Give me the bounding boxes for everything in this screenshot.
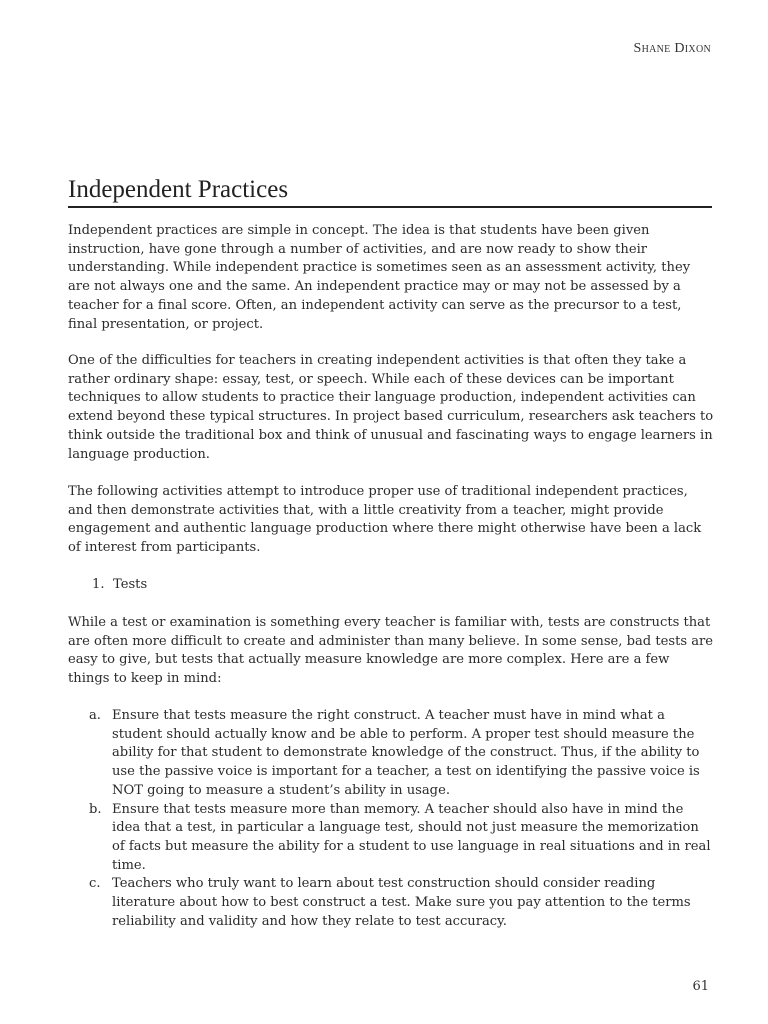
tips-list — [89, 707, 714, 931]
list-item — [89, 801, 714, 876]
list-item-text: Ensure that tests measure the right construct. A teacher must have in mind what a student should actually know and be able to perform. A proper test should measure the ability for that student to demonstrate knowledge of the construct. Thus, if the ability to use the passive voice is important for a teacher, a test on identifying the passive voice is NOT going to measure a student’s ability in usage. — [112, 708, 700, 798]
paragraph-tests-intro — [68, 614, 714, 689]
list-marker: b. — [89, 801, 102, 817]
running-head-author: Shane Dixon — [633, 41, 711, 56]
section-title: Independent Practices — [68, 176, 712, 208]
paragraph-text: While a test or examination is something every teacher is familiar with, tests are constructs that are often more difficult to create and administer than many believe. In some sense, bad tests are easy to give, but tests that actually measure knowledge are more complex. Here are a few things to keep in mind: — [68, 615, 714, 687]
list-item-text: Ensure that tests measure more than memory. A teacher should also have in mind the idea that a test, in particular a language test, should not just measure the memorization of facts but measure the ability for a student to use language in real situations and in real time. — [112, 801, 711, 873]
paragraph-following-activities — [68, 483, 714, 558]
paragraph-text: The following activities attempt to introduce proper use of traditional independent practices, and then demonstrate activities that, with a little creativity from a teacher, might provide engagement and authentic language production where there might otherwise have been a lack of interest from participants. — [68, 484, 702, 556]
list-item — [89, 875, 714, 931]
paragraph-text: Independent practices are simple in concept. The idea is that students have been given instruction, have gone through a number of activities, and are now ready to show their understanding. While independent practice is sometimes seen as an assessment activity, they are not always one and the same. An independent practice may or may not be assessed by a teacher for a final score. Often, an independent activity can serve as the precursor to a test, final presentation, or project. — [68, 223, 691, 332]
list-marker: 1. — [92, 577, 105, 592]
page-number: 61 — [692, 979, 709, 994]
list-marker: a. — [89, 708, 101, 723]
list-item — [89, 707, 714, 801]
list-item-label: Tests — [113, 577, 148, 592]
paragraph-text: One of the difficulties for teachers in creating independent activities is that often they take a rather ordinary shape: essay, test, or speech. While each of these devices can be important techniques to allow students to practice their language production, independent activities can extend beyond these typical structures. In project based curriculum, researchers ask teachers to think outside the traditional box and think of unusual and fascinating ways to engage learners in language production. — [68, 353, 714, 462]
paragraph-intro — [68, 222, 714, 334]
paragraph-difficulties — [68, 352, 714, 464]
numbered-list-item — [92, 576, 147, 594]
list-item-text: Teachers who truly want to learn about test construction should consider reading literature about how to best construct a test. Make sure you pay attention to the terms reliability and validity and how they relate to test accuracy. — [112, 876, 691, 929]
list-marker: c. — [89, 876, 101, 892]
